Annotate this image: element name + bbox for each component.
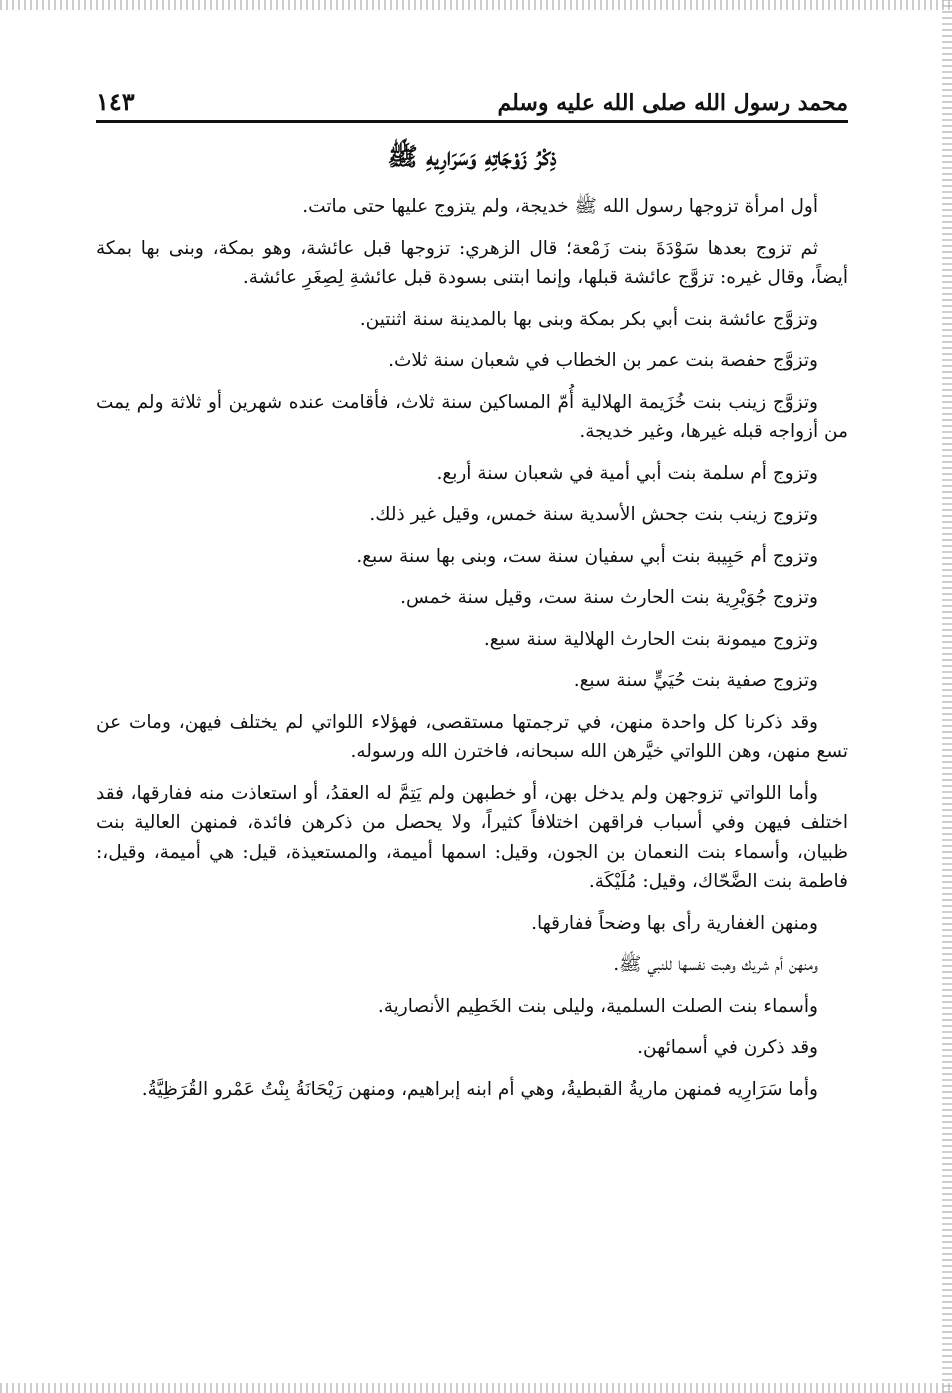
paragraph: وأما اللواتي تزوجهن ولم يدخل بهن، أو خطبهن ولم يَتِمَّ له العقدُ، أو استعاذت منه ففارقها، فقد اختلف فيهن وفي أسباب فراقهن اختلافاً كثيراً، ولا يحصل من ذكرهن فائدة، فمنهن العالية بنت ظبيان، وأسماء بنت النعمان بن الجون، وقيل: اسمها أميمة، والمستعيذة، قيل: هي أميمة، وقيل،: فاطمة بنت الضَّحّاك، وقيل: مُلَيْكَة. (96, 782, 848, 892)
paragraph: وتزوَّج عائشة بنت أبي بكر بمكة وبنى بها بالمدينة سنة اثنتين. (359, 308, 818, 330)
paragraph: وتزوج أم سلمة بنت أبي أمية في شعبان سنة أربع. (436, 462, 818, 484)
paragraph: وتزوج أم حَبِيبة بنت أبي سفيان سنة ست، وبنى بها سنة سبع. (356, 545, 818, 567)
paragraph: وقد ذكرنا كل واحدة منهن، في ترجمتها مستقصى، فهؤلاء اللواتي لم يختلف فيهن، ومات عن تسع منهن، وهن اللواتي خيَّرهن الله سبحانه، فاخترن الله ورسوله. (96, 711, 848, 762)
running-head: محمد رسول الله صلى الله عليه وسلم (497, 90, 848, 116)
paragraph: وأما سَرَارِيه فمنهن ماريةُ القبطيةُ، وهي أم ابنه إبراهيم، ومنهن رَيْحَانَةُ بِنْتُ عَمْرو القُرَظِيَّةُ. (141, 1078, 818, 1100)
decorative-border-top (0, 0, 952, 10)
body-text (96, 192, 848, 1104)
header-rule (96, 120, 848, 123)
paragraph: ثم تزوج بعدها سَوْدَةَ بنت زَمْعة؛ قال الزهري: تزوجها قبل عائشة، وهو بمكة، وبنى بها بمكة أيضاً، وقال غيره: تزوَّج عائشة قبلها، وإنما ابتنى بسودة قبل عائشةِ لِصِغَرِ عائشة. (96, 237, 848, 288)
decorative-border-right (942, 0, 952, 1393)
paragraph: ومنهن الغفارية رأى بها وضحاً ففارقها. (531, 912, 818, 934)
page-number: ١٤٣ (96, 87, 135, 116)
paragraph: أول امرأة تزوجها رسول الله ﷺ خديجة، ولم يتزوج عليها حتى ماتت. (302, 196, 818, 217)
paragraph: وتزوج جُوَيْرِية بنت الحارث سنة ست، وقيل سنة خمس. (400, 587, 818, 608)
section-title: ذِكْرُ زَوْجَاتِهِ وَسَرَارِيهِ ﷺ (387, 142, 557, 171)
paragraph: وقد ذكرن في أسمائهن. (637, 1037, 818, 1058)
paragraph: وأسماء بنت الصلت السلمية، وليلى بنت الخَطِيم الأنصارية. (377, 995, 818, 1017)
paragraph: ومنهن أم شريك وهبت نفسها للنبي ﷺ. (613, 954, 818, 975)
decorative-border-bottom (0, 1383, 952, 1393)
paragraph: وتزوج صفية بنت حُيَيٍّ سنة سبع. (573, 670, 818, 691)
page-header (96, 78, 848, 116)
paragraph: وتزوج زينب بنت جحش الأسدية سنة خمس، وقيل غير ذلك. (369, 504, 818, 525)
paragraph: وتزوج ميمونة بنت الحارث الهلالية سنة سبع. (483, 628, 818, 650)
paragraph: وتزوَّج زينب بنت خُزَيمة الهلالية أُمّ المساكين سنة ثلاث، فأقامت عنده شهرين أو ثلاثة ولم يمت من أزواجه قبله غيرها، وغير خديجة. (96, 391, 848, 442)
paragraph: وتزوَّج حفصة بنت عمر بن الخطاب في شعبان سنة ثلاث. (388, 350, 818, 371)
book-page (96, 78, 848, 1328)
